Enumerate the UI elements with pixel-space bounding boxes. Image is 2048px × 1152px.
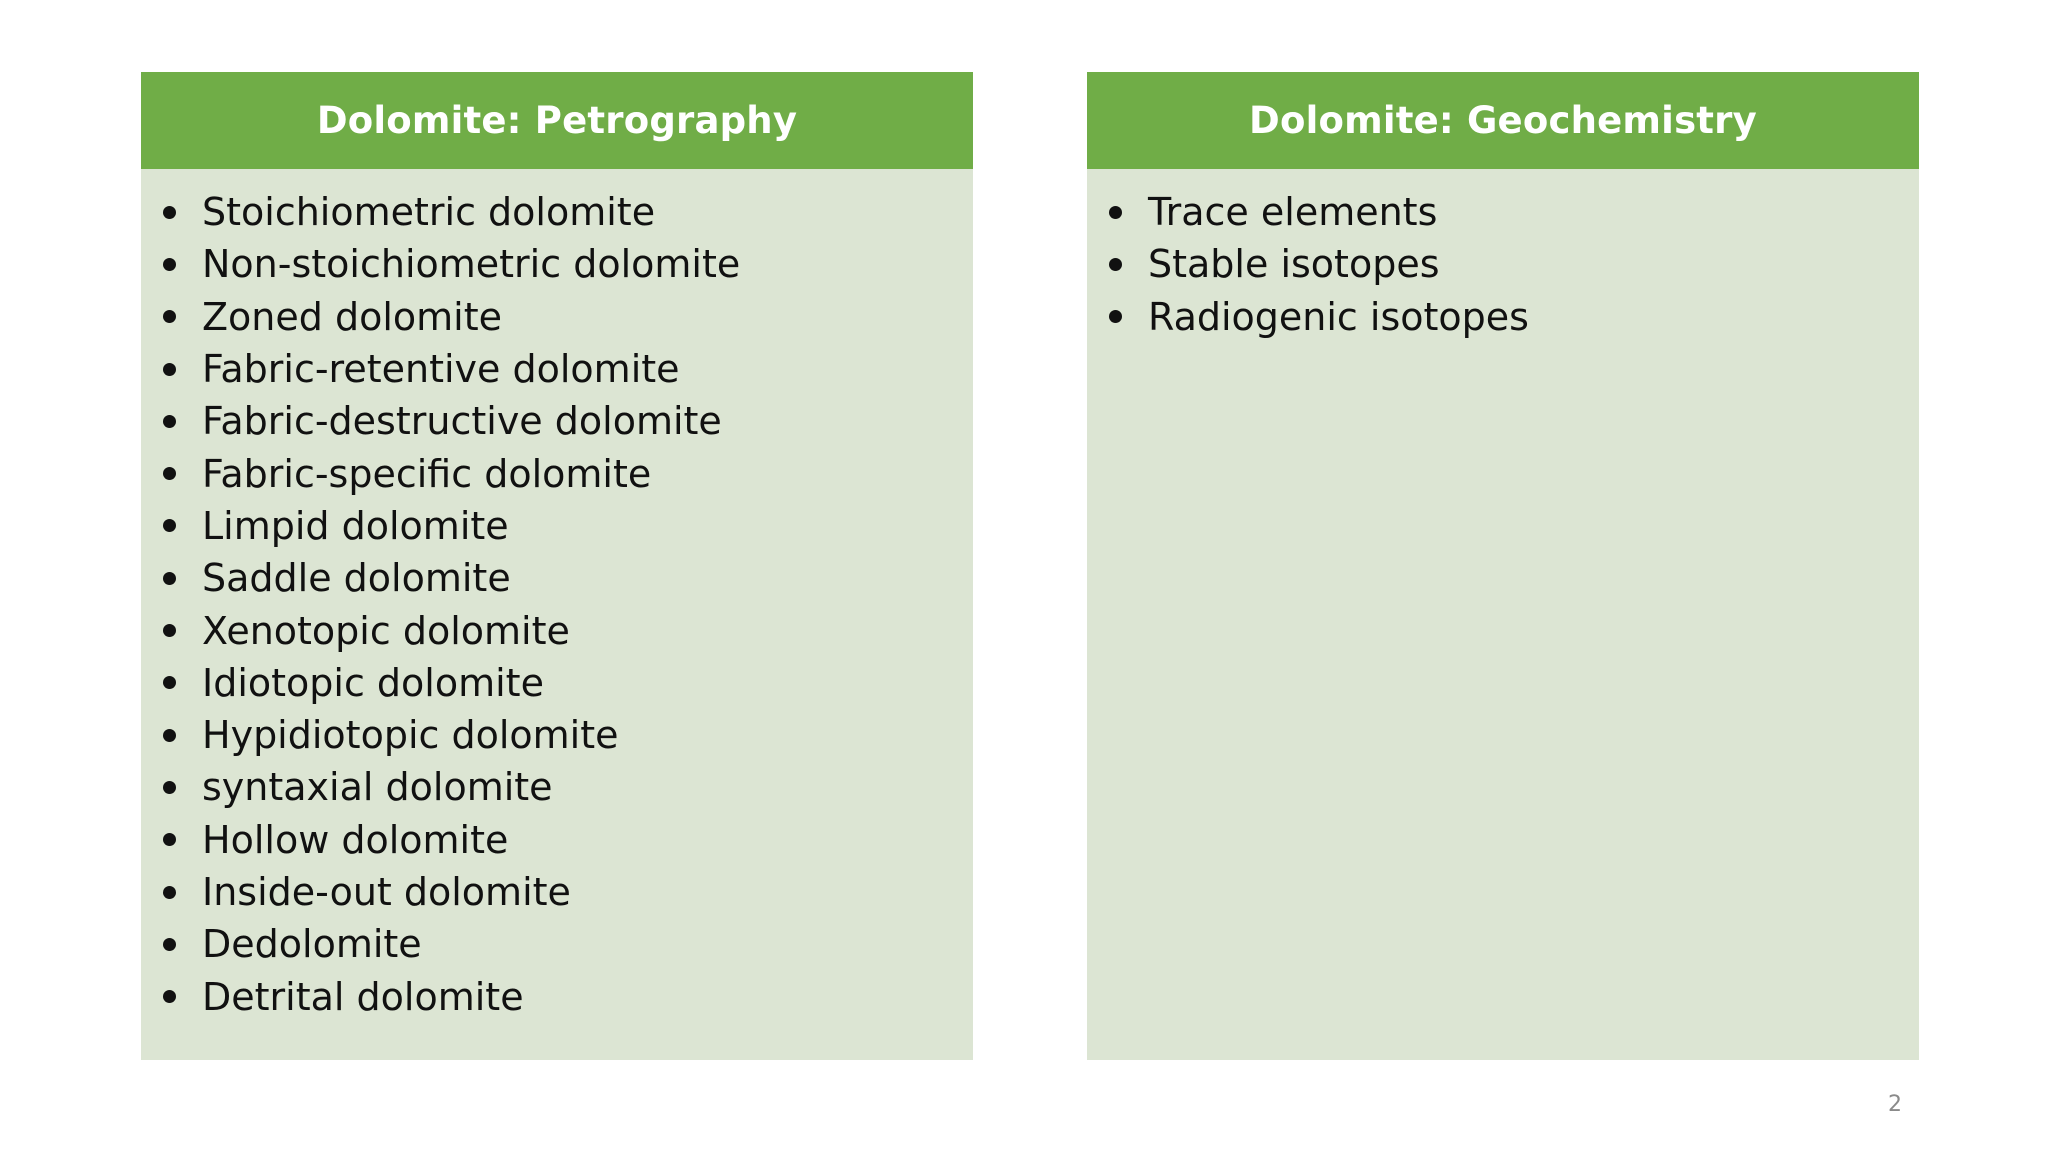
list-item	[159, 447, 973, 499]
bullet-icon	[163, 206, 176, 219]
list-item	[159, 814, 973, 866]
list-item-label: Fabric-specific dolomite	[202, 451, 652, 496]
list-item-label: syntaxial dolomite	[202, 765, 553, 810]
list-item	[1105, 186, 1919, 238]
geochemistry-title: Dolomite: Geochemistry	[1249, 99, 1757, 142]
list-item	[159, 761, 973, 813]
list-item	[1105, 291, 1919, 343]
list-item-label: Hollow dolomite	[202, 817, 509, 862]
list-item-label: Xenotopic dolomite	[202, 608, 570, 653]
list-item-label: Zoned dolomite	[202, 294, 502, 339]
geochemistry-panel	[1087, 72, 1919, 1060]
list-item-label: Stable isotopes	[1148, 242, 1440, 287]
list-item-label: Fabric-destructive dolomite	[202, 399, 722, 444]
list-item-label: Saddle dolomite	[202, 556, 511, 601]
list-item-label: Stoichiometric dolomite	[202, 190, 656, 235]
list-item	[159, 866, 973, 918]
bullet-icon	[163, 729, 176, 742]
bullet-icon	[163, 415, 176, 428]
list-item-label: Hypidiotopic dolomite	[202, 713, 619, 758]
bullet-icon	[163, 624, 176, 637]
petrography-panel	[141, 72, 973, 1060]
geochemistry-header	[1087, 72, 1919, 169]
bullet-icon	[163, 572, 176, 585]
list-item	[159, 291, 973, 343]
list-item-label: Limpid dolomite	[202, 503, 509, 548]
bullet-icon	[1109, 258, 1122, 271]
list-item	[159, 186, 973, 238]
petrography-title: Dolomite: Petrography	[316, 99, 798, 142]
list-item	[159, 500, 973, 552]
bullet-icon	[163, 310, 176, 323]
list-item-label: Radiogenic isotopes	[1148, 294, 1529, 339]
list-item-label: Dedolomite	[202, 922, 422, 967]
list-item	[1105, 238, 1919, 290]
list-item	[159, 604, 973, 656]
list-item-label: Non-stoichiometric dolomite	[202, 242, 741, 287]
list-item	[159, 395, 973, 447]
bullet-icon	[163, 990, 176, 1003]
list-item	[159, 552, 973, 604]
list-item	[159, 918, 973, 970]
bullet-icon	[163, 258, 176, 271]
bullet-icon	[163, 938, 176, 951]
bullet-icon	[163, 886, 176, 899]
list-item	[159, 238, 973, 290]
list-item-label: Inside-out dolomite	[202, 870, 571, 914]
geochemistry-list	[1087, 169, 1919, 343]
bullet-icon	[163, 833, 176, 846]
list-item-label: Idiotopic dolomite	[202, 660, 544, 705]
bullet-icon	[163, 519, 176, 532]
bullet-icon	[163, 781, 176, 794]
page-number: 2	[1888, 1092, 1902, 1117]
list-item-label: Fabric-retentive dolomite	[202, 347, 680, 392]
list-item-label: Detrital dolomite	[202, 974, 524, 1019]
bullet-icon	[163, 676, 176, 689]
bullet-icon	[1109, 206, 1122, 219]
list-item	[159, 709, 973, 761]
petrography-header	[141, 72, 973, 169]
list-item-label: Trace elements	[1148, 190, 1438, 235]
petrography-list	[141, 169, 973, 1023]
list-item	[159, 657, 973, 709]
bullet-icon	[163, 467, 176, 480]
bullet-icon	[1109, 310, 1122, 323]
list-item	[159, 343, 973, 395]
list-item	[159, 970, 973, 1022]
bullet-icon	[163, 363, 176, 376]
